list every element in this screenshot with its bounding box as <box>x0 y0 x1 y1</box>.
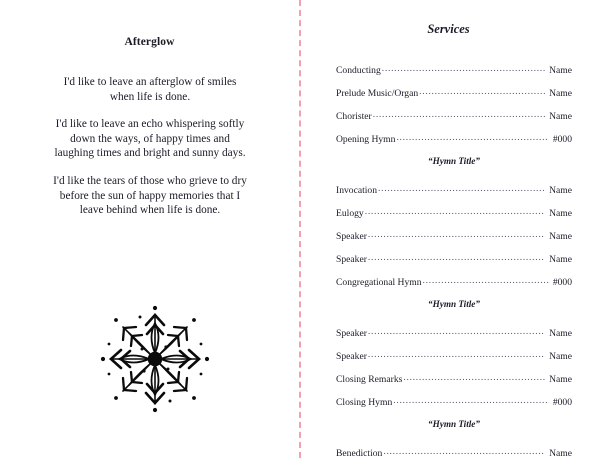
service-row <box>336 87 572 99</box>
service-row-value: Name <box>549 65 572 76</box>
service-row-value: #000 <box>552 397 572 408</box>
dot-leader <box>368 253 545 262</box>
service-row-label: Speaker <box>336 254 367 265</box>
service-row <box>336 133 572 145</box>
hymn-title: “Hymn Title” <box>428 156 480 166</box>
dot-leader <box>382 64 545 73</box>
dot-leader <box>368 327 545 336</box>
service-row-value: Name <box>549 231 572 242</box>
service-row <box>336 327 572 339</box>
dot-leader <box>419 87 545 96</box>
service-row <box>336 350 572 362</box>
right-page-panel <box>301 0 600 458</box>
dot-leader <box>403 373 545 382</box>
service-row <box>336 276 572 288</box>
service-block <box>336 327 572 429</box>
service-row <box>336 396 572 408</box>
service-row-label: Speaker <box>336 231 367 242</box>
dot-leader <box>368 230 545 239</box>
dot-leader <box>383 447 545 456</box>
service-row-label: Speaker <box>336 351 367 362</box>
poem-stanza: I'd like the tears of those who grieve to dry before the sun of happy memories that I leave behind when life is done. <box>53 174 247 217</box>
dot-leader <box>393 396 549 405</box>
service-block <box>336 184 572 309</box>
poem-body <box>52 75 248 218</box>
service-row <box>336 373 572 385</box>
service-row <box>336 64 572 76</box>
service-row-label: Closing Hymn <box>336 397 393 408</box>
page-title: Services <box>427 22 470 36</box>
snowflake-icon <box>96 303 214 415</box>
poem-title: Afterglow <box>124 36 175 48</box>
service-row-value: Name <box>549 111 572 122</box>
service-row-value: Name <box>549 328 572 339</box>
service-row-value: Name <box>549 254 572 265</box>
service-row-value: Name <box>549 448 572 458</box>
service-row <box>336 110 572 122</box>
service-row-value: #000 <box>552 134 572 145</box>
service-block <box>336 447 572 458</box>
service-row-value: #000 <box>552 277 572 288</box>
service-row-label: Eulogy <box>336 208 364 219</box>
hymn-title: “Hymn Title” <box>428 299 480 309</box>
service-row-label: Opening Hymn <box>336 134 396 145</box>
service-row <box>336 184 572 196</box>
service-row <box>336 230 572 242</box>
service-row-label: Chorister <box>336 111 372 122</box>
service-row-label: Invocation <box>336 185 378 196</box>
service-row-value: Name <box>549 374 572 385</box>
service-row-value: Name <box>549 88 572 99</box>
service-row-label: Speaker <box>336 328 367 339</box>
dot-leader <box>373 110 545 119</box>
service-row-value: Name <box>549 208 572 219</box>
service-blocks <box>336 64 572 458</box>
service-block <box>336 64 572 166</box>
poem-stanza: I'd like to leave an afterglow of smiles when life is done. <box>63 76 237 103</box>
dot-leader <box>423 276 549 285</box>
dot-leader <box>365 207 545 216</box>
service-row-label: Benediction <box>336 448 383 458</box>
service-row <box>336 447 572 458</box>
service-row-value: Name <box>549 351 572 362</box>
left-page-panel <box>0 0 299 458</box>
service-row <box>336 253 572 265</box>
poem-stanza: I'd like to leave an echo whispering softly down the ways, of happy times and laughing times and bright and sunny days. <box>54 118 246 160</box>
service-row-label: Congregational Hymn <box>336 277 422 288</box>
dot-leader <box>396 133 548 142</box>
dot-leader <box>378 184 545 193</box>
service-row-label: Prelude Music/Organ <box>336 88 419 99</box>
hymn-title: “Hymn Title” <box>428 419 480 429</box>
service-row <box>336 207 572 219</box>
service-row-value: Name <box>549 185 572 196</box>
dot-leader <box>368 350 545 359</box>
service-row-label: Conducting <box>336 65 381 76</box>
service-row-label: Closing Remarks <box>336 374 403 385</box>
